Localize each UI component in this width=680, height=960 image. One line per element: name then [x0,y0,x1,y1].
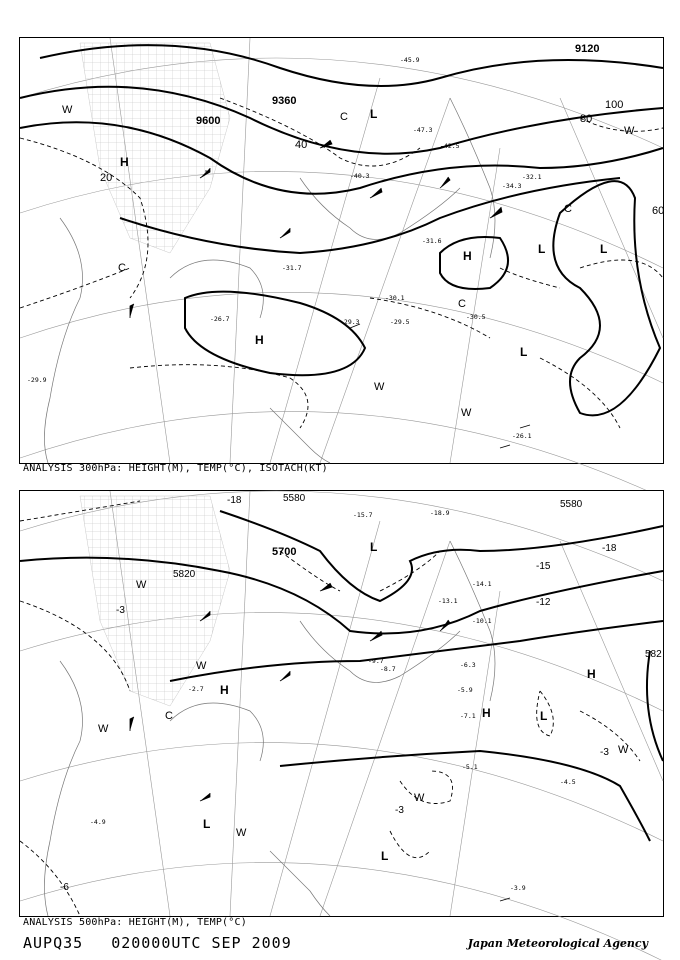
station-temp: -45.9 [400,56,420,64]
station-temp: -4.5 [560,778,576,786]
chart-300hpa-canvas [20,38,663,463]
warm-marker: W [624,125,635,137]
height-label: 9360 [272,95,297,107]
cold-marker: C [340,111,348,123]
footer-product-line [23,934,320,952]
station-temp: -9.7 [368,657,384,665]
low-center: L [600,242,608,256]
station-temp: -42.5 [440,142,460,150]
height-label: 9120 [575,43,600,55]
isotherm-label: -6 [60,882,69,893]
low-center: L [203,817,211,831]
isotach-label: 80 [580,113,593,125]
station-temp: -7.1 [460,712,476,720]
low-center: L [381,849,389,863]
low-center: L [540,709,548,723]
station-temp: -26.7 [210,315,230,323]
warm-marker: W [374,381,385,393]
high-center: H [220,683,229,697]
isotherm-label: -3 [600,747,609,758]
station-temp: -31.6 [422,237,442,245]
isotherm-label: -15 [536,561,551,572]
isotach-label: 60 [652,205,665,217]
station-temp: -5.1 [462,763,478,771]
warm-marker: W [196,660,207,672]
isotherm-label: -18 [227,495,242,506]
chart-500hpa-canvas [20,491,663,916]
height-label: 582 [645,649,662,660]
high-center: H [587,667,596,681]
station-temp: -32.1 [522,173,542,181]
isotherm-label: -18 [602,543,617,554]
station-temp: -18.9 [430,509,450,517]
warm-marker: W [62,104,73,116]
valid-time: 020000UTC SEP 2009 [111,934,292,952]
station-temp: -30.5 [466,313,486,321]
station-temp: -3.9 [510,884,526,892]
height-label: 5700 [272,546,297,558]
isotach-label: 100 [605,99,624,111]
warm-marker: W [461,407,472,419]
agency-name: Japan Meteorological Agency [467,937,648,950]
station-temp: -31.7 [282,264,302,272]
chart-500hpa [19,490,664,917]
station-temp: -15.7 [353,511,373,519]
height-label: 5820 [173,569,196,580]
station-temp: -13.1 [438,597,458,605]
station-temp: -34.3 [502,182,522,190]
low-center: L [370,540,378,554]
low-center: L [520,345,528,359]
cold-marker: C [118,262,126,274]
station-temp: -30.1 [385,294,405,302]
warm-marker: W [236,827,247,839]
isotach-label: 20 [100,172,113,184]
station-temp: -29.3 [340,318,360,326]
station-temp: -4.9 [90,818,106,826]
warm-marker: W [618,744,629,756]
station-temp: -6.3 [460,661,476,669]
isotherm-label: -3 [116,605,125,616]
warm-marker: W [98,723,109,735]
chart-500hpa-caption: ANALYSIS 500hPa: HEIGHT(M), TEMP(°C) [23,917,247,928]
station-temp: -8.7 [380,665,396,673]
chart-300hpa-caption: ANALYSIS 300hPa: HEIGHT(M), TEMP(°C), ISOTACH(KT) [23,463,328,474]
cold-marker: C [165,710,173,722]
station-temp: -14.1 [472,580,492,588]
isotach-label: 40 [295,139,308,151]
isotherm-label: -3 [395,805,404,816]
chart-300hpa [19,37,664,464]
cold-marker: C [564,203,572,215]
terrain-hatch [80,43,230,253]
station-temp: -29.9 [27,376,47,384]
station-temp: -40.3 [350,172,370,180]
station-temp: -2.7 [188,685,204,693]
cold-marker: C [458,298,466,310]
low-center: L [538,242,546,256]
warm-marker: W [136,579,147,591]
station-temp: -26.1 [512,432,532,440]
height-label: 5580 [283,493,306,504]
low-center: L [370,107,378,121]
high-center: H [482,706,491,720]
station-temp: -47.3 [413,126,433,134]
station-temp: -5.9 [457,686,473,694]
warm-marker: W [414,792,425,804]
station-temp: -10.1 [472,617,492,625]
isotherm-label: -12 [536,597,551,608]
high-center: H [463,249,472,263]
height-label: 5580 [560,499,583,510]
high-center: H [255,333,264,347]
high-center: H [120,155,129,169]
product-code: AUPQ35 [23,934,84,952]
station-temp: -29.5 [390,318,410,326]
height-label: 9600 [196,115,221,127]
